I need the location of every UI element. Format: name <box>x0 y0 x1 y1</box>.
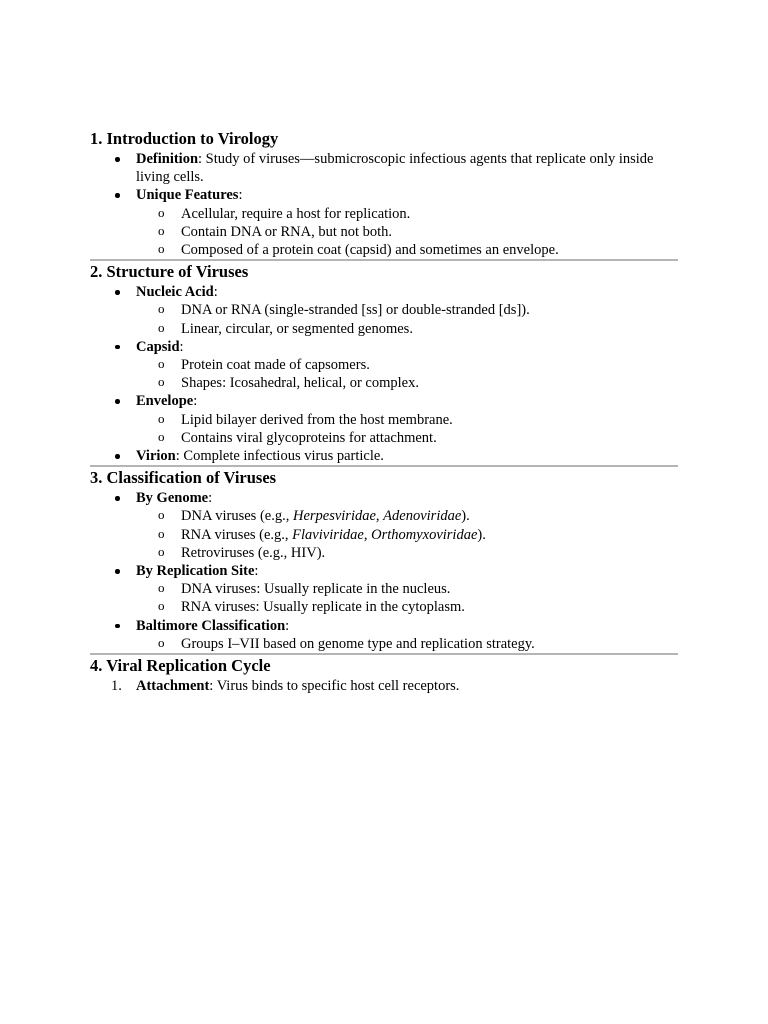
circle-bullet-icon: o <box>158 241 165 257</box>
sub-list-item: o Linear, circular, or segmented genomes. <box>158 319 413 337</box>
sub-list-item: o DNA or RNA (single-stranded [ss] or double-stranded [ds]). <box>158 301 530 319</box>
sub-list <box>136 507 678 562</box>
item-label: Baltimore Classification <box>136 617 286 634</box>
sub-list <box>136 411 678 447</box>
item-label: Capsid <box>136 338 180 355</box>
bullet-list <box>90 150 678 259</box>
list-item-unique-features <box>90 186 678 259</box>
item-label: Virion <box>136 448 176 465</box>
circle-bullet-icon: o <box>158 301 165 317</box>
circle-bullet-icon: o <box>158 507 165 523</box>
circle-bullet-icon: o <box>158 580 165 596</box>
item-label: By Replication Site <box>136 563 255 580</box>
sub-list-item: o Groups I–VII based on genome type and replication strategy. <box>158 634 535 652</box>
section-heading-structure: 2. Structure of Viruses <box>90 262 249 282</box>
sub-list-item: o Shapes: Icosahedral, helical, or complex. <box>158 374 419 392</box>
sub-list-item: o Contains viral glycoproteins for attachment. <box>158 428 437 446</box>
circle-bullet-icon: o <box>158 374 165 390</box>
bullet-list <box>90 283 678 465</box>
item-text: : <box>285 617 290 634</box>
document-page <box>90 128 678 695</box>
sub-list-item: o RNA viruses (e.g., Flaviviridae, Orthomyxoviridae). <box>158 525 486 543</box>
bullet-icon <box>115 345 120 350</box>
circle-bullet-icon: o <box>158 222 165 238</box>
list-item-nucleic-acid <box>90 283 678 338</box>
item-text: : <box>193 393 198 410</box>
sub-list-item: o Contain DNA or RNA, but not both. <box>158 222 393 240</box>
sub-list-item: o Acellular, require a host for replication. <box>158 204 411 222</box>
list-item-by-genome <box>90 489 678 562</box>
list-item-baltimore-classification <box>90 617 678 653</box>
item-text: : <box>208 490 213 507</box>
list-item-definition <box>90 150 678 186</box>
bullet-icon <box>115 624 120 629</box>
bullet-icon <box>115 496 120 501</box>
sub-list <box>136 580 678 616</box>
list-item-capsid <box>90 338 678 393</box>
section-heading-classification: 3. Classification of Viruses <box>90 468 277 488</box>
circle-bullet-icon: o <box>158 356 165 372</box>
circle-bullet-icon: o <box>158 634 165 650</box>
bullet-icon <box>115 157 120 162</box>
item-text: : Virus binds to specific host cell receptors. <box>209 678 460 695</box>
section-heading-introduction: 1. Introduction to Virology <box>90 129 279 148</box>
item-label: Attachment <box>136 678 210 695</box>
circle-bullet-icon: o <box>158 525 165 541</box>
item-label: Definition <box>136 151 199 167</box>
item-text: : <box>213 284 218 301</box>
circle-bullet-icon: o <box>158 319 165 335</box>
item-text: : <box>179 338 184 355</box>
item-label: Nucleic Acid <box>136 284 214 301</box>
circle-bullet-icon: o <box>158 428 165 444</box>
item-text: : Study of viruses—submicroscopic infectious agents that replicate only inside living cells. <box>136 151 654 186</box>
list-item-envelope <box>90 392 678 447</box>
sub-list <box>136 301 678 337</box>
circle-bullet-icon: o <box>158 410 165 426</box>
circle-bullet-icon: o <box>158 204 165 220</box>
list-item-attachment <box>90 677 678 695</box>
sub-list-item: o RNA viruses: Usually replicate in the cytoplasm. <box>158 598 465 616</box>
item-label: Unique Features <box>136 187 239 204</box>
sub-list <box>136 205 678 260</box>
sub-list <box>136 356 678 392</box>
bullet-icon <box>115 193 120 198</box>
section-heading-replication-cycle: 4. Viral Replication Cycle <box>90 656 271 676</box>
numbered-list <box>90 677 678 695</box>
sub-list-item: o Retroviruses (e.g., HIV). <box>158 543 326 561</box>
bullet-icon <box>115 290 120 295</box>
sub-list-item: o DNA viruses: Usually replicate in the nucleus. <box>158 580 451 598</box>
sub-list-item: o DNA viruses (e.g., Herpesviridae, Adenoviridae). <box>158 507 470 525</box>
item-text: : <box>254 563 259 580</box>
list-item-by-replication-site <box>90 562 678 617</box>
step-number: 1. <box>111 678 122 695</box>
sub-list <box>136 635 678 653</box>
item-text: : Complete infectious virus particle. <box>175 448 384 465</box>
bullet-list <box>90 489 678 653</box>
sub-list-item: o Lipid bilayer derived from the host membrane. <box>158 410 453 428</box>
circle-bullet-icon: o <box>158 598 165 614</box>
item-label: By Genome <box>136 490 209 507</box>
bullet-icon <box>115 399 120 404</box>
list-item-virion <box>90 447 678 465</box>
sub-list-item: o Protein coat made of capsomers. <box>158 356 370 374</box>
circle-bullet-icon: o <box>158 543 165 559</box>
bullet-icon <box>115 569 120 574</box>
bullet-icon <box>115 454 120 459</box>
item-text: : <box>238 187 243 204</box>
item-label: Envelope <box>136 393 194 410</box>
sub-list-item: o Composed of a protein coat (capsid) and sometimes an envelope. <box>158 241 559 259</box>
